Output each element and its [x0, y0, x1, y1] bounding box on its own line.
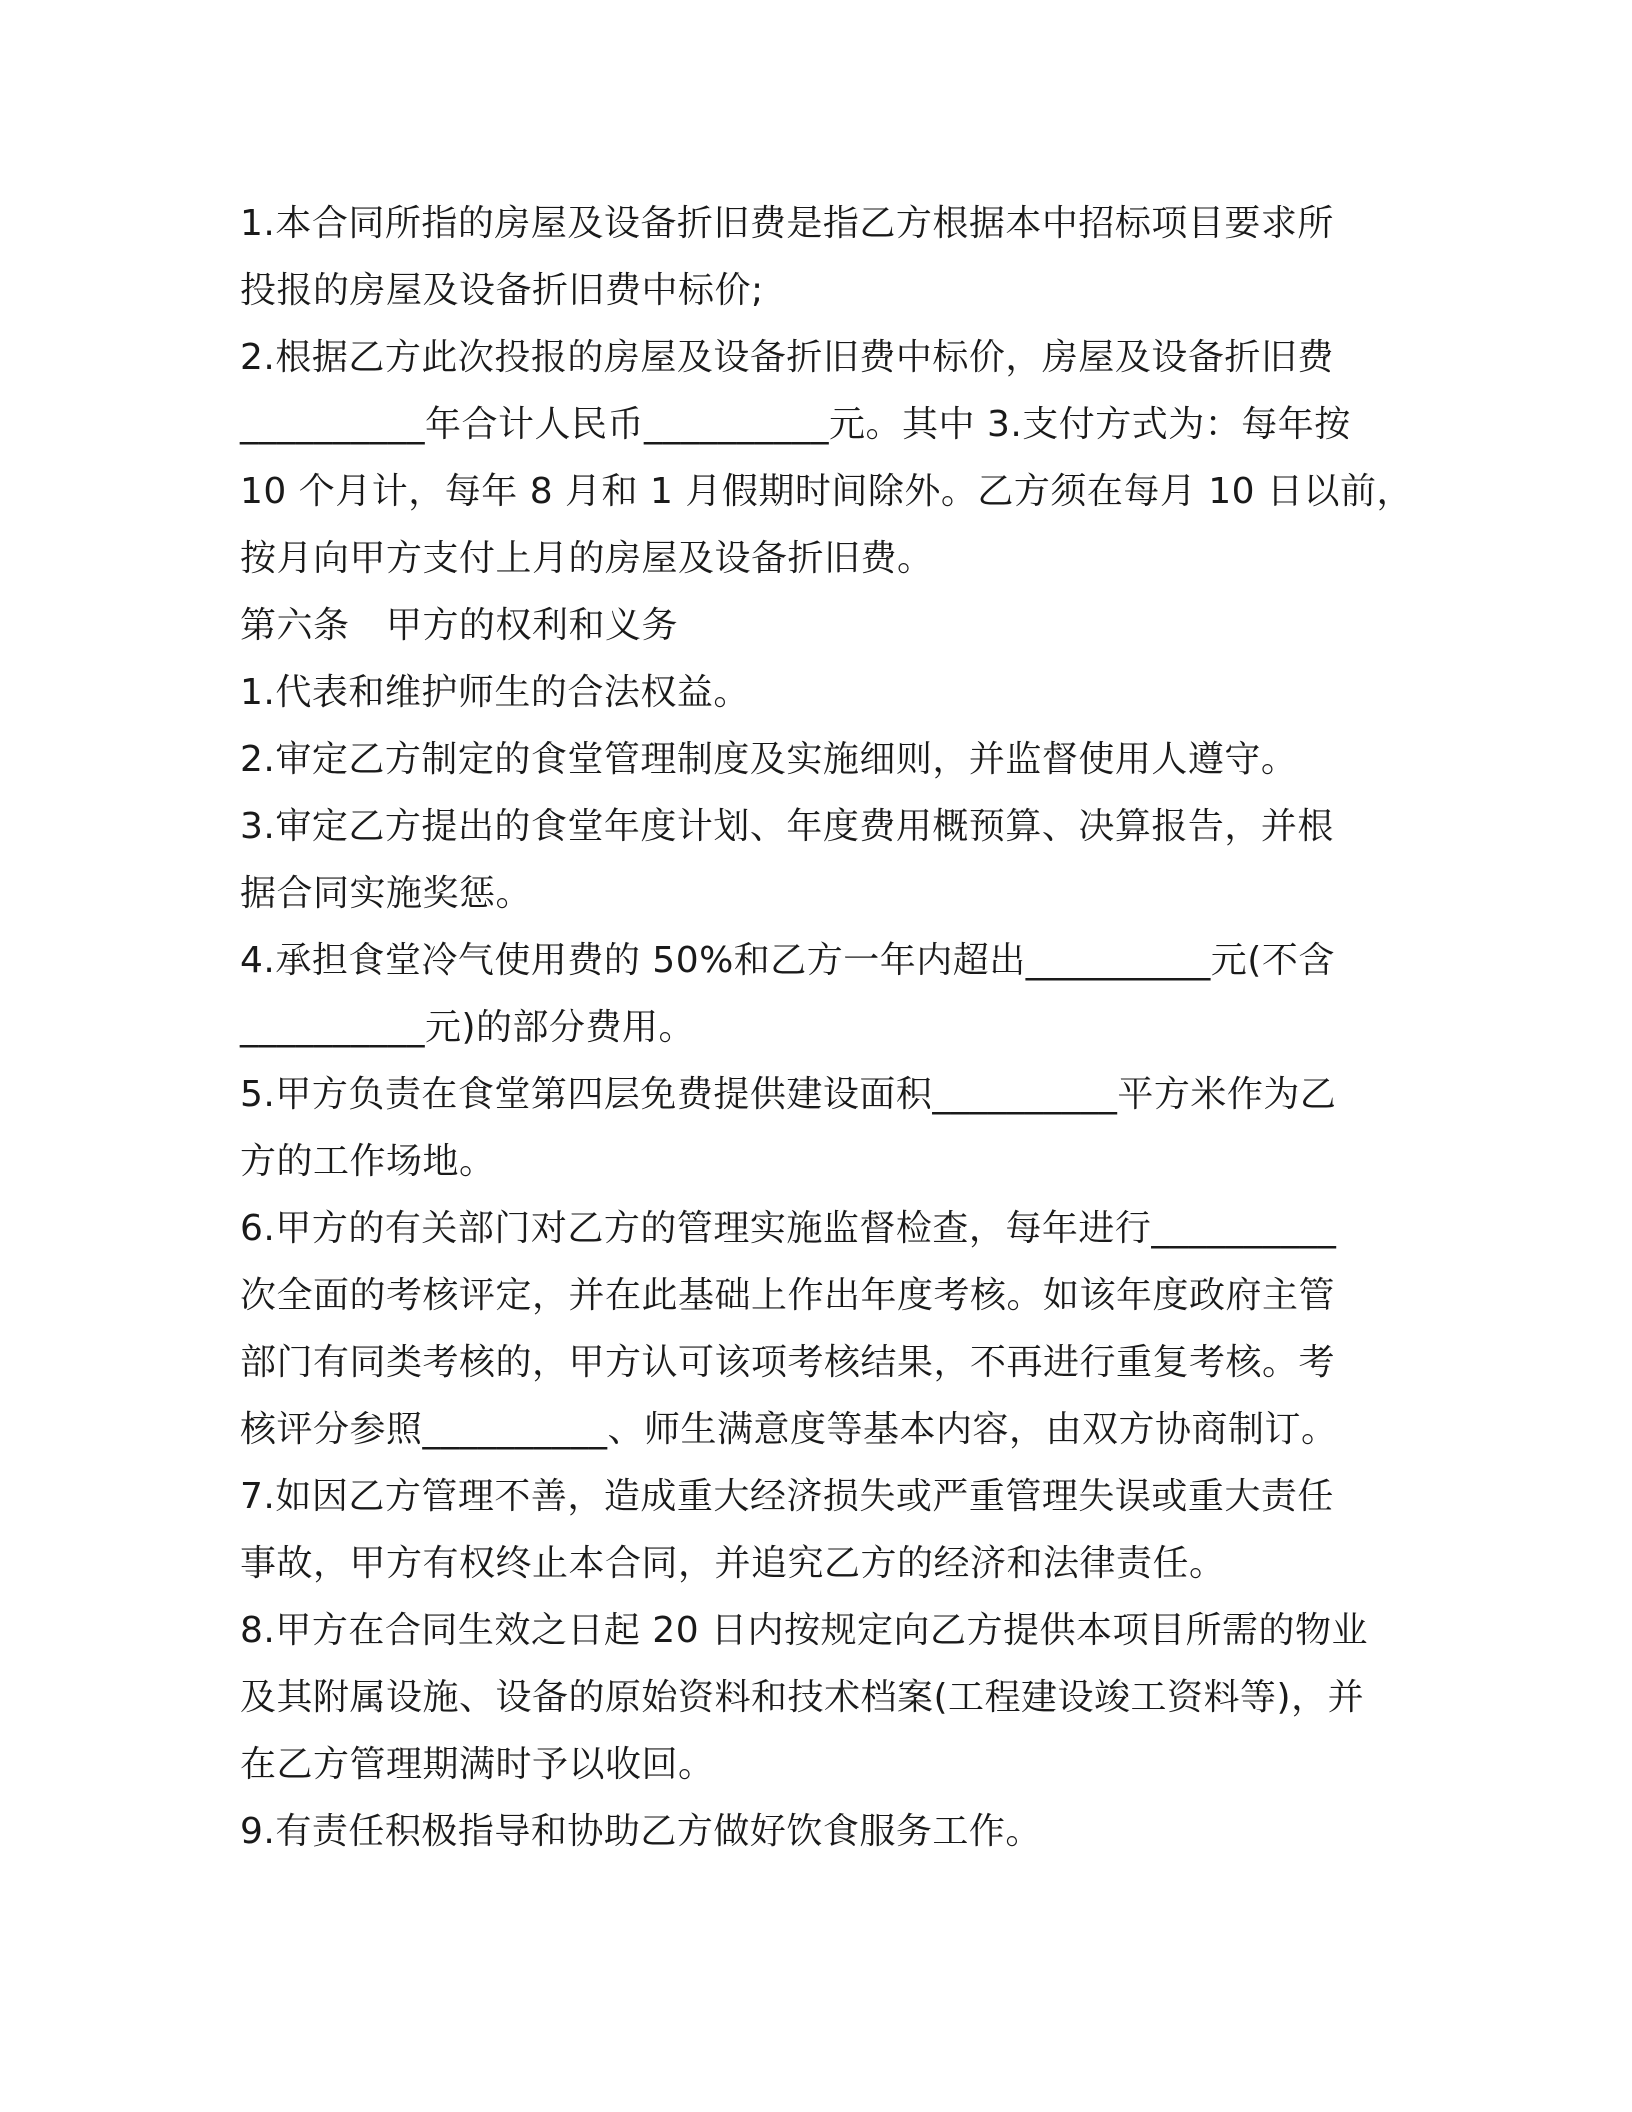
text-line: 核评分参照__________、师生满意度等基本内容，由双方协商制订。 — [240, 1409, 1338, 1450]
text-line: 方的工作场地。 — [240, 1141, 496, 1182]
text-line: 6.甲方的有关部门对乙方的管理实施监督检查，每年进行__________ — [240, 1208, 1337, 1249]
text-line: __________元)的部分费用。 — [240, 1007, 696, 1048]
text-line: 部门有同类考核的，甲方认可该项考核结果，不再进行重复考核。考 — [240, 1342, 1336, 1383]
text-line: 7.如因乙方管理不善，造成重大经济损失或严重管理失误或重大责任 — [240, 1476, 1334, 1517]
text-line: 按月向甲方支付上月的房屋及设备折旧费。 — [240, 538, 934, 579]
text-line: 5.甲方负责在食堂第四层免费提供建设面积__________平方米作为乙 — [240, 1074, 1337, 1115]
text-line: __________年合计人民币__________元。其中 3.支付方式为：每年按 — [240, 404, 1351, 445]
text-line: 1.本合同所指的房屋及设备折旧费是指乙方根据本中招标项目要求所 — [240, 203, 1334, 244]
text-line: 2.根据乙方此次投报的房屋及设备折旧费中标价，房屋及设备折旧费 — [240, 337, 1334, 378]
text-line: 3.审定乙方提出的食堂年度计划、年度费用概预算、决算报告，并根 — [240, 806, 1334, 847]
text-line: 10 个月计，每年 8 月和 1 月假期时间除外。乙方须在每月 10 日以前， — [240, 471, 1414, 512]
text-line: 9.有责任积极指导和协助乙方做好饮食服务工作。 — [240, 1811, 1042, 1852]
text-line: 2.审定乙方制定的食堂管理制度及实施细则，并监督使用人遵守。 — [240, 739, 1298, 780]
text-line: 事故，甲方有权终止本合同，并追究乙方的经济和法律责任。 — [240, 1543, 1226, 1584]
document-page — [240, 190, 1414, 1865]
text-line: 在乙方管理期满时予以收回。 — [240, 1744, 715, 1785]
text-line: 投报的房屋及设备折旧费中标价; — [240, 270, 764, 311]
text-line: 1.代表和维护师生的合法权益。 — [240, 672, 750, 713]
text-line: 8.甲方在合同生效之日起 20 日内按规定向乙方提供本项目所需的物业 — [240, 1610, 1369, 1651]
text-line: 据合同实施奖惩。 — [240, 873, 533, 914]
section-heading: 第六条 甲方的权利和义务 — [240, 605, 679, 646]
text-line: 及其附属设施、设备的原始资料和技术档案(工程建设竣工资料等)，并 — [240, 1677, 1365, 1718]
text-line: 次全面的考核评定，并在此基础上作出年度考核。如该年度政府主管 — [240, 1275, 1336, 1316]
text-line: 4.承担食堂冷气使用费的 50%和乙方一年内超出__________元(不含 — [240, 940, 1335, 981]
